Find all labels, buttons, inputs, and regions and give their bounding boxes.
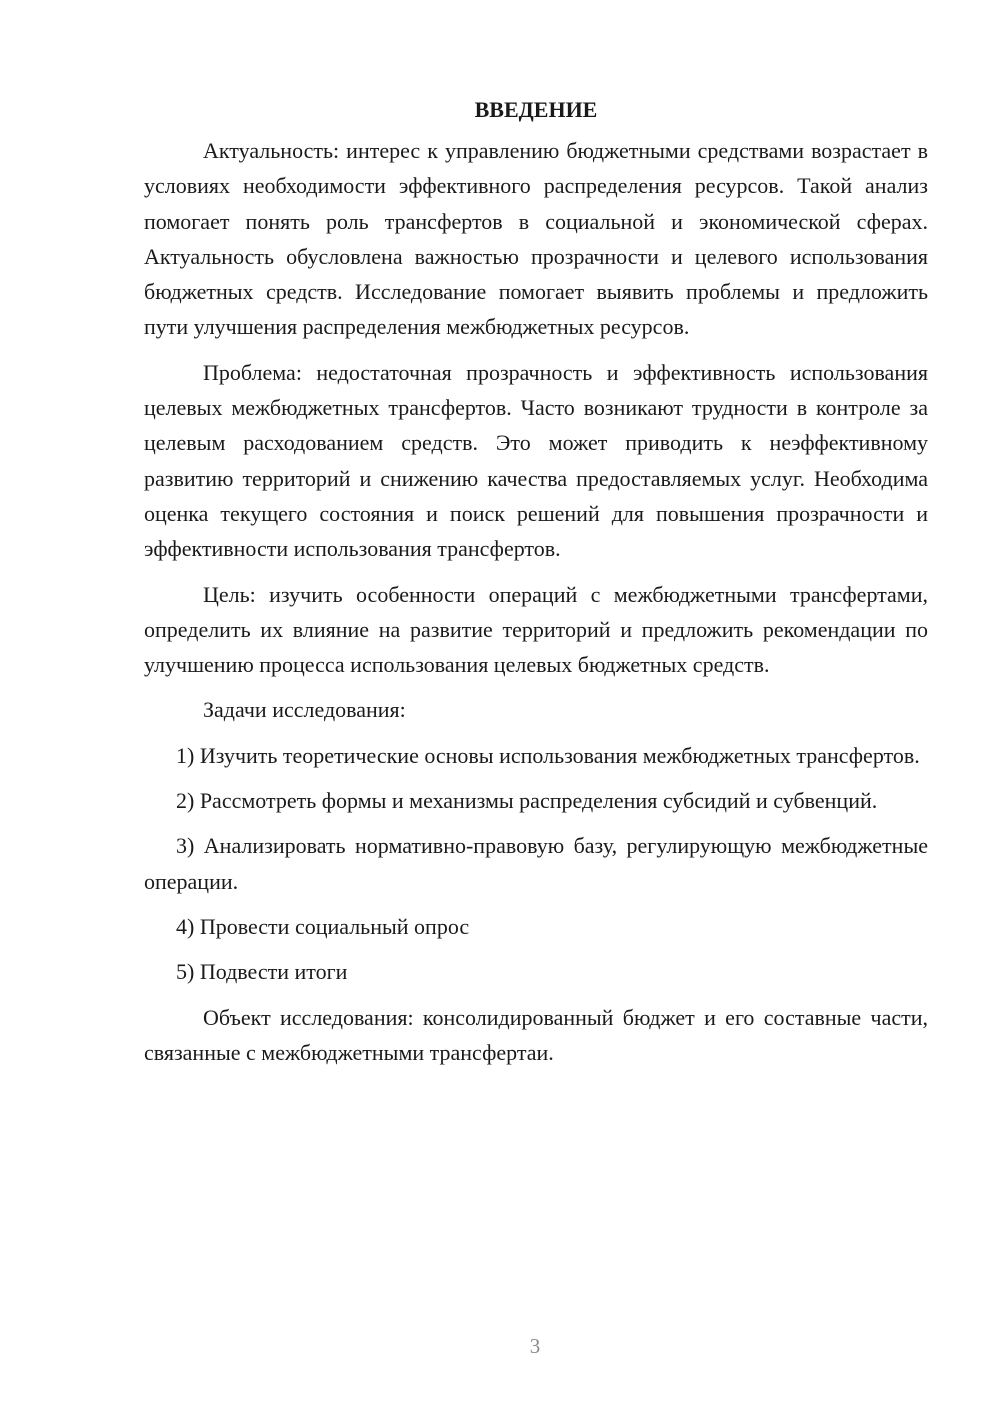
paragraph-problem: Проблема: недостаточная прозрачность и эффективность использования целевых межбюджетных трансфертов. Часто возникают трудности в контроле за целевым расходованием средств. Это может приводить к неэффективному развитию территорий и снижению качества предоставляемых услуг. Необходима оценка текущего состояния и поиск решений для повышения прозрачности и эффективности использования трансфертов. <box>144 359 928 562</box>
section-heading: ВВЕДЕНИЕ <box>474 97 598 122</box>
paragraph-goal: Цель: изучить особенности операций с межбюджетными трансфертами, определить их влияние на развитие территорий и предложить рекомендации по улучшению процесса использования целевых бюджетных средств. <box>144 581 928 678</box>
paragraph-relevance: Актуальность: интерес к управлению бюджетными средствами возрастает в условиях необходимости эффективного распределения ресурсов. Такой анализ помогает понять роль трансфертов в социальной и экономической сферах. Актуальность обусловлена важностью прозрачности и целевого использования бюджетных средств. Исследование помогает выявить проблемы и предложить пути улучшения распределения межбюджетных ресурсов. <box>144 138 928 340</box>
page-number: 3 <box>529 1334 541 1358</box>
paragraph-object: Объект исследования: консолидированный бюджет и его составные части, связанные с межбюджетными трансфертаи. <box>144 1004 928 1065</box>
document-page <box>144 92 928 1080</box>
task-item: 4) Провести социальный опрос <box>176 913 470 939</box>
task-item: 1) Изучить теоретические основы использования межбюджетных трансфертов. <box>176 742 920 768</box>
task-item: 3) Анализировать нормативно-правовую базу, регулирующую межбюджетные операции. <box>144 833 928 894</box>
task-item: 2) Рассмотреть формы и механизмы распределения субсидий и субвенций. <box>176 788 878 814</box>
tasks-heading: Задачи исследования: <box>203 697 406 723</box>
task-item: 5) Подвести итоги <box>176 959 348 985</box>
